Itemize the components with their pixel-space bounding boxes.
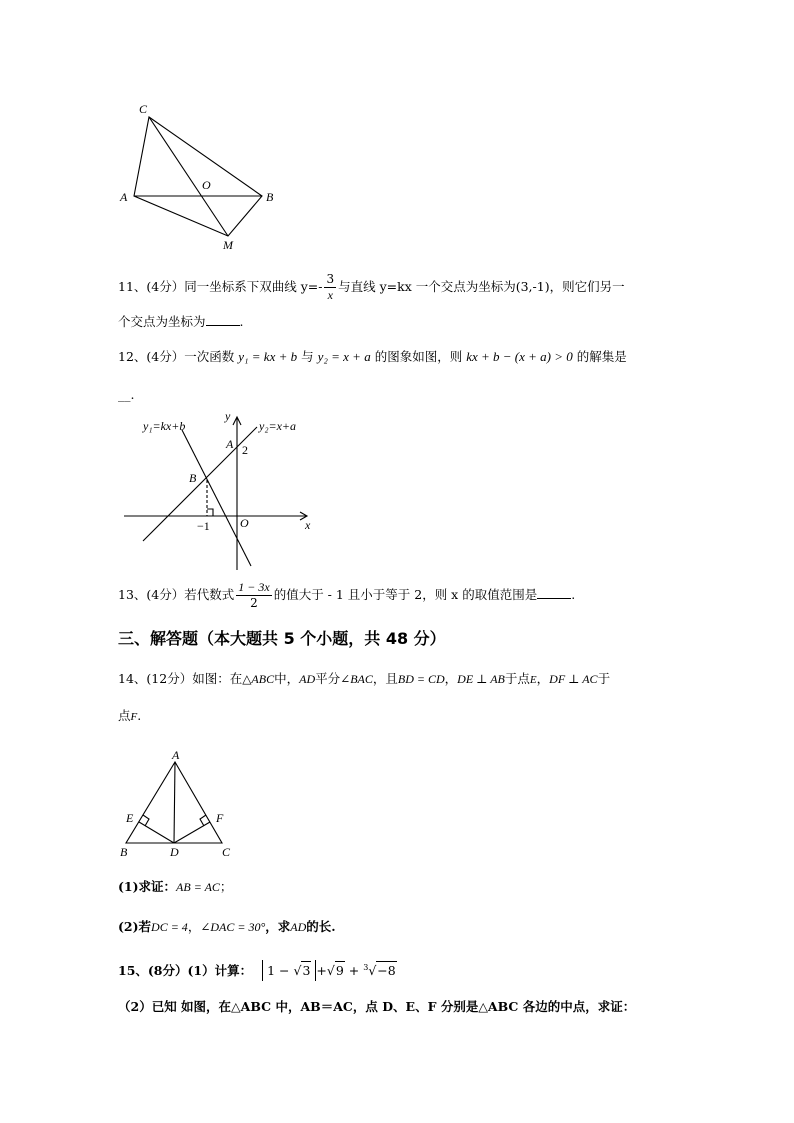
q12-inequality: kx + b − (x + a) > 0 <box>466 349 573 364</box>
q14-sub2-ad: AD <box>290 920 307 934</box>
q14-point-f: F <box>130 711 138 723</box>
q14-subquestion-2 <box>118 918 336 936</box>
q11-end: . <box>239 314 244 329</box>
q12-mid1: 与 <box>301 349 314 364</box>
q15-prefix: 15、(8分）(1）计算： <box>118 963 253 979</box>
q11-frac-num: 3 <box>326 272 335 286</box>
q11-line2: 个交点为坐标为 <box>118 314 206 329</box>
q12-prefix: 12、(4分）一次函数 <box>118 349 235 364</box>
q13-suffix: 的值大于 - 1 且小于等于 2，则 x 的取值范围是 <box>273 587 538 602</box>
section-3-title: 三、解答题（本大题共 5 个小题，共 48 分） <box>118 629 446 648</box>
q14-bd-cd: BD = CD <box>397 672 445 686</box>
label-b: B <box>266 190 274 204</box>
q13-prefix: 13、(4分）若代数式 <box>118 587 235 602</box>
label-tri-f: F <box>216 811 224 825</box>
q14-at: 于 <box>597 671 611 686</box>
q13-end: . <box>571 587 576 602</box>
label-y2-eq: y₂=x+a <box>259 419 297 433</box>
label-tri-a: A <box>172 748 180 762</box>
label-tri-d: D <box>170 845 179 859</box>
label-a: A <box>120 190 128 204</box>
q12-suffix: 的解集是 <box>576 349 627 364</box>
q14-ad: AD <box>299 672 316 686</box>
q14-df-ac: DF ⊥ AC <box>549 672 598 686</box>
q14-at-point: 于点 <box>504 671 530 686</box>
segment-de <box>139 822 174 843</box>
label-m: M <box>223 238 233 252</box>
q15-radicand-3: 3 <box>302 963 311 979</box>
q12-mid2: 的图象如图，则 <box>374 349 463 364</box>
q14-zhong: 中， <box>274 671 300 686</box>
q15-abs-inner: 1 − <box>267 963 294 979</box>
q14-sub2-end: 的长. <box>306 919 336 934</box>
q15-radicand-9: 9 <box>335 963 344 979</box>
q14-sub1-label: (1)求证： <box>118 879 177 894</box>
q12-formula-1: y₁ = kx + b <box>238 349 298 364</box>
q14-point-word: 点 <box>118 708 131 723</box>
q14-and: ，且 <box>372 671 398 686</box>
label-two: 2 <box>242 443 248 457</box>
label-neg-one: −1 <box>197 519 210 533</box>
q13-frac-num: 1 − 3x <box>238 580 270 594</box>
q14-sub2-comma: ， <box>187 919 201 934</box>
q14-angle-bac: ∠BAC <box>340 672 373 686</box>
q12-line2: __. <box>118 387 135 402</box>
label-y-axis: y <box>225 409 231 423</box>
q15-radicand-neg8: −8 <box>377 963 396 979</box>
q14-sub2-label: (2)若 <box>118 919 152 934</box>
label-x-axis: x <box>305 518 311 532</box>
question-15-part2: （2）已知 如图，在△ABC 中，AB＝AC，点 D、E、F 分别是△ABC 各边的中点，求证： <box>118 999 636 1014</box>
q14-sub2-mid: ，求 <box>265 919 291 934</box>
q14-point-e: E <box>529 674 537 686</box>
label-point-b: B <box>189 471 197 485</box>
q11-prefix: 11、(4分）同一坐标系下双曲线 y=- <box>118 279 323 294</box>
q14-sub2-dc: DC = 4 <box>151 920 188 934</box>
label-tri-b: B <box>120 845 128 859</box>
q11-frac-den: x <box>327 288 333 302</box>
q14-subquestion-1 <box>118 878 232 896</box>
q14-comma2: ， <box>536 671 550 686</box>
q14-sub2-dac: ∠DAC = 30° <box>200 920 266 934</box>
q15-plus-1: + <box>316 963 327 979</box>
q14-dot: . <box>137 708 142 723</box>
label-c: C <box>139 102 148 116</box>
q14-bisect: 平分 <box>315 671 341 686</box>
q15-cube-index: 3 <box>363 963 369 972</box>
label-y1-eq: y₁=kx+b <box>143 419 186 433</box>
segment-ad <box>174 762 175 843</box>
q11-middle: 与直线 y=kx 一个交点为坐标为(3,-1)，则它们另一 <box>338 279 625 294</box>
q14-prefix: 14、(12分）如图：在 <box>118 671 243 686</box>
q14-comma1: ， <box>444 671 458 686</box>
label-tri-c: C <box>222 845 231 859</box>
q14-sub1-end: ； <box>219 879 233 894</box>
label-origin: O <box>240 516 249 530</box>
q14-sub1-eq: AB = AC <box>176 880 220 894</box>
segment-df <box>174 822 210 843</box>
question-15-part1: 15、(8分）(1）计算： 1 − √3 +√9 + $^3$√−8 <box>118 959 397 981</box>
label-o: O <box>202 178 211 192</box>
q15-plus-2: + <box>344 963 364 979</box>
q12-formula-2: y₂ = x + a <box>317 349 371 364</box>
q13-frac-den: 2 <box>250 596 258 610</box>
q14-triangle: △ABC <box>242 672 275 686</box>
label-tri-e: E <box>126 811 134 825</box>
label-point-a: A <box>226 437 234 451</box>
q14-de-ab: DE ⊥ AB <box>457 672 505 686</box>
q15-absolute-value: 1 − √3 <box>262 960 316 981</box>
